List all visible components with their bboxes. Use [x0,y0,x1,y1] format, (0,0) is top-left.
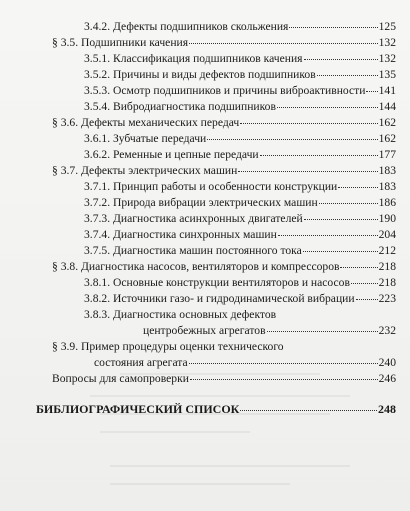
toc-entry-page: 248 [378,402,396,416]
dot-leader [267,331,378,332]
toc-entry-title: 3.7.5. Диагностика машин постоянного тока [84,244,302,257]
toc-entry-title: 3.6.2. Ременные и цепные передачи [84,148,259,161]
dot-leader [238,171,377,172]
toc-entry-title: 3.6.1. Зубчатые передачи [84,132,207,145]
dot-leader [260,155,378,156]
toc-entry-page: 232 [378,324,396,337]
toc-entry-title: § 3.7. Дефекты электрических машин [52,164,238,177]
toc-entry-page: 183 [378,180,396,193]
toc-entry-title: 3.8.1. Основные конструкции вентиляторов и насосов [84,276,350,289]
dot-leader [304,219,378,220]
dot-leader [303,251,378,252]
toc-entry-title: § 3.8. Диагностика насосов, вентиляторов и компрессоров [52,260,340,273]
toc-entry-title: Вопросы для самопроверки [52,372,189,385]
toc-entry-page: 218 [378,260,396,273]
toc-entry [84,132,396,145]
toc-entry [84,292,396,305]
dot-leader [207,139,377,140]
toc-entry [52,260,396,273]
toc-entry-title: 3.7.2. Природа вибрации электрических машин [84,196,318,209]
toc-entry [84,52,396,65]
toc-entry [52,164,396,177]
toc-entry-title: 3.7.1. Принцип работы и особенности конструкции [84,180,338,193]
toc-entry-title: БИБЛИОГРАФИЧЕСКИЙ СПИСОК [36,402,240,416]
toc-entry-title: § 3.6. Дефекты механических передач [52,116,240,129]
toc-entry-title-line2: состояния агрегата [94,356,188,369]
dot-leader [240,123,377,124]
toc-entry [84,212,396,225]
toc-entry-page: 240 [378,356,396,369]
toc-entry [84,100,396,113]
toc-entry-title: 3.4.2. Дефекты подшипников скольжения [84,20,289,33]
toc-entry-title: 3.5.1. Классификация подшипников качения [84,52,303,65]
toc-entry-title-line1: § 3.9. Пример процедуры оценки технического [52,340,284,353]
toc-entry [84,196,396,209]
toc-entry [94,356,396,369]
toc-entry [52,116,396,129]
toc-entry-title-line1: 3.8.3. Диагностика основных дефектов [84,308,277,321]
dot-leader [317,75,378,76]
toc-entry-page: 223 [378,292,396,305]
toc-entry [84,244,396,257]
toc-entry-title: § 3.5. Подшипники качения [52,36,189,49]
dot-leader [366,91,377,92]
dot-leader [190,379,378,380]
toc-entry-page: 141 [378,84,396,97]
toc-entry-page: 186 [378,196,396,209]
toc-entry-page: 144 [378,100,396,113]
toc-entry-page: 218 [378,276,396,289]
dot-leader [189,43,378,44]
dot-leader [240,410,377,411]
toc-entry-page: 132 [378,36,396,49]
dot-leader [289,27,377,28]
toc-entry-page: 212 [378,244,396,257]
toc-entry-page: 132 [378,52,396,65]
toc-entry [84,180,396,193]
dot-leader [338,187,377,188]
toc-entry [84,84,396,97]
toc-entry-title: 3.5.4. Вибродиагностика подшипников [84,100,276,113]
dot-leader [356,299,378,300]
dot-leader [340,267,377,268]
toc-entry-title: 3.8.2. Источники газо- и гидродинамической вибрации [84,292,355,305]
toc-entry-title: 3.5.2. Причины и виды дефектов подшипников [84,68,316,81]
dot-leader [319,203,378,204]
toc-entry [84,68,396,81]
toc-entry-title: 3.5.3. Осмотр подшипников и причины виброактивности [84,84,366,97]
toc-entry-page: 246 [378,372,396,385]
toc-entry [84,20,396,33]
toc-entry [52,372,396,385]
toc-entry-page: 135 [378,68,396,81]
dot-leader [304,59,378,60]
toc-entry-page: 162 [378,132,396,145]
toc-entry [143,324,396,337]
toc-entry [84,228,396,241]
toc-entry-bibliography [36,403,396,416]
toc-entry [52,36,396,49]
toc-entry-page: 177 [378,148,396,161]
toc-entry [84,148,396,161]
toc-entry-page: 125 [378,20,396,33]
toc-entry [84,276,396,289]
toc-entry-page: 190 [378,212,396,225]
dot-leader [351,283,378,284]
toc-entry-page: 162 [378,116,396,129]
dot-leader [278,235,378,236]
toc-entry-page: 204 [378,228,396,241]
dot-leader [189,363,378,364]
dot-leader [277,107,378,108]
toc-entry-title: 3.7.3. Диагностика асинхронных двигателей [84,212,303,225]
toc-entry-title-line2: центробежных агрегатов [143,324,266,337]
toc-entry-page: 183 [378,164,396,177]
toc-entry-title: 3.7.4. Диагностика синхронных машин [84,228,277,241]
